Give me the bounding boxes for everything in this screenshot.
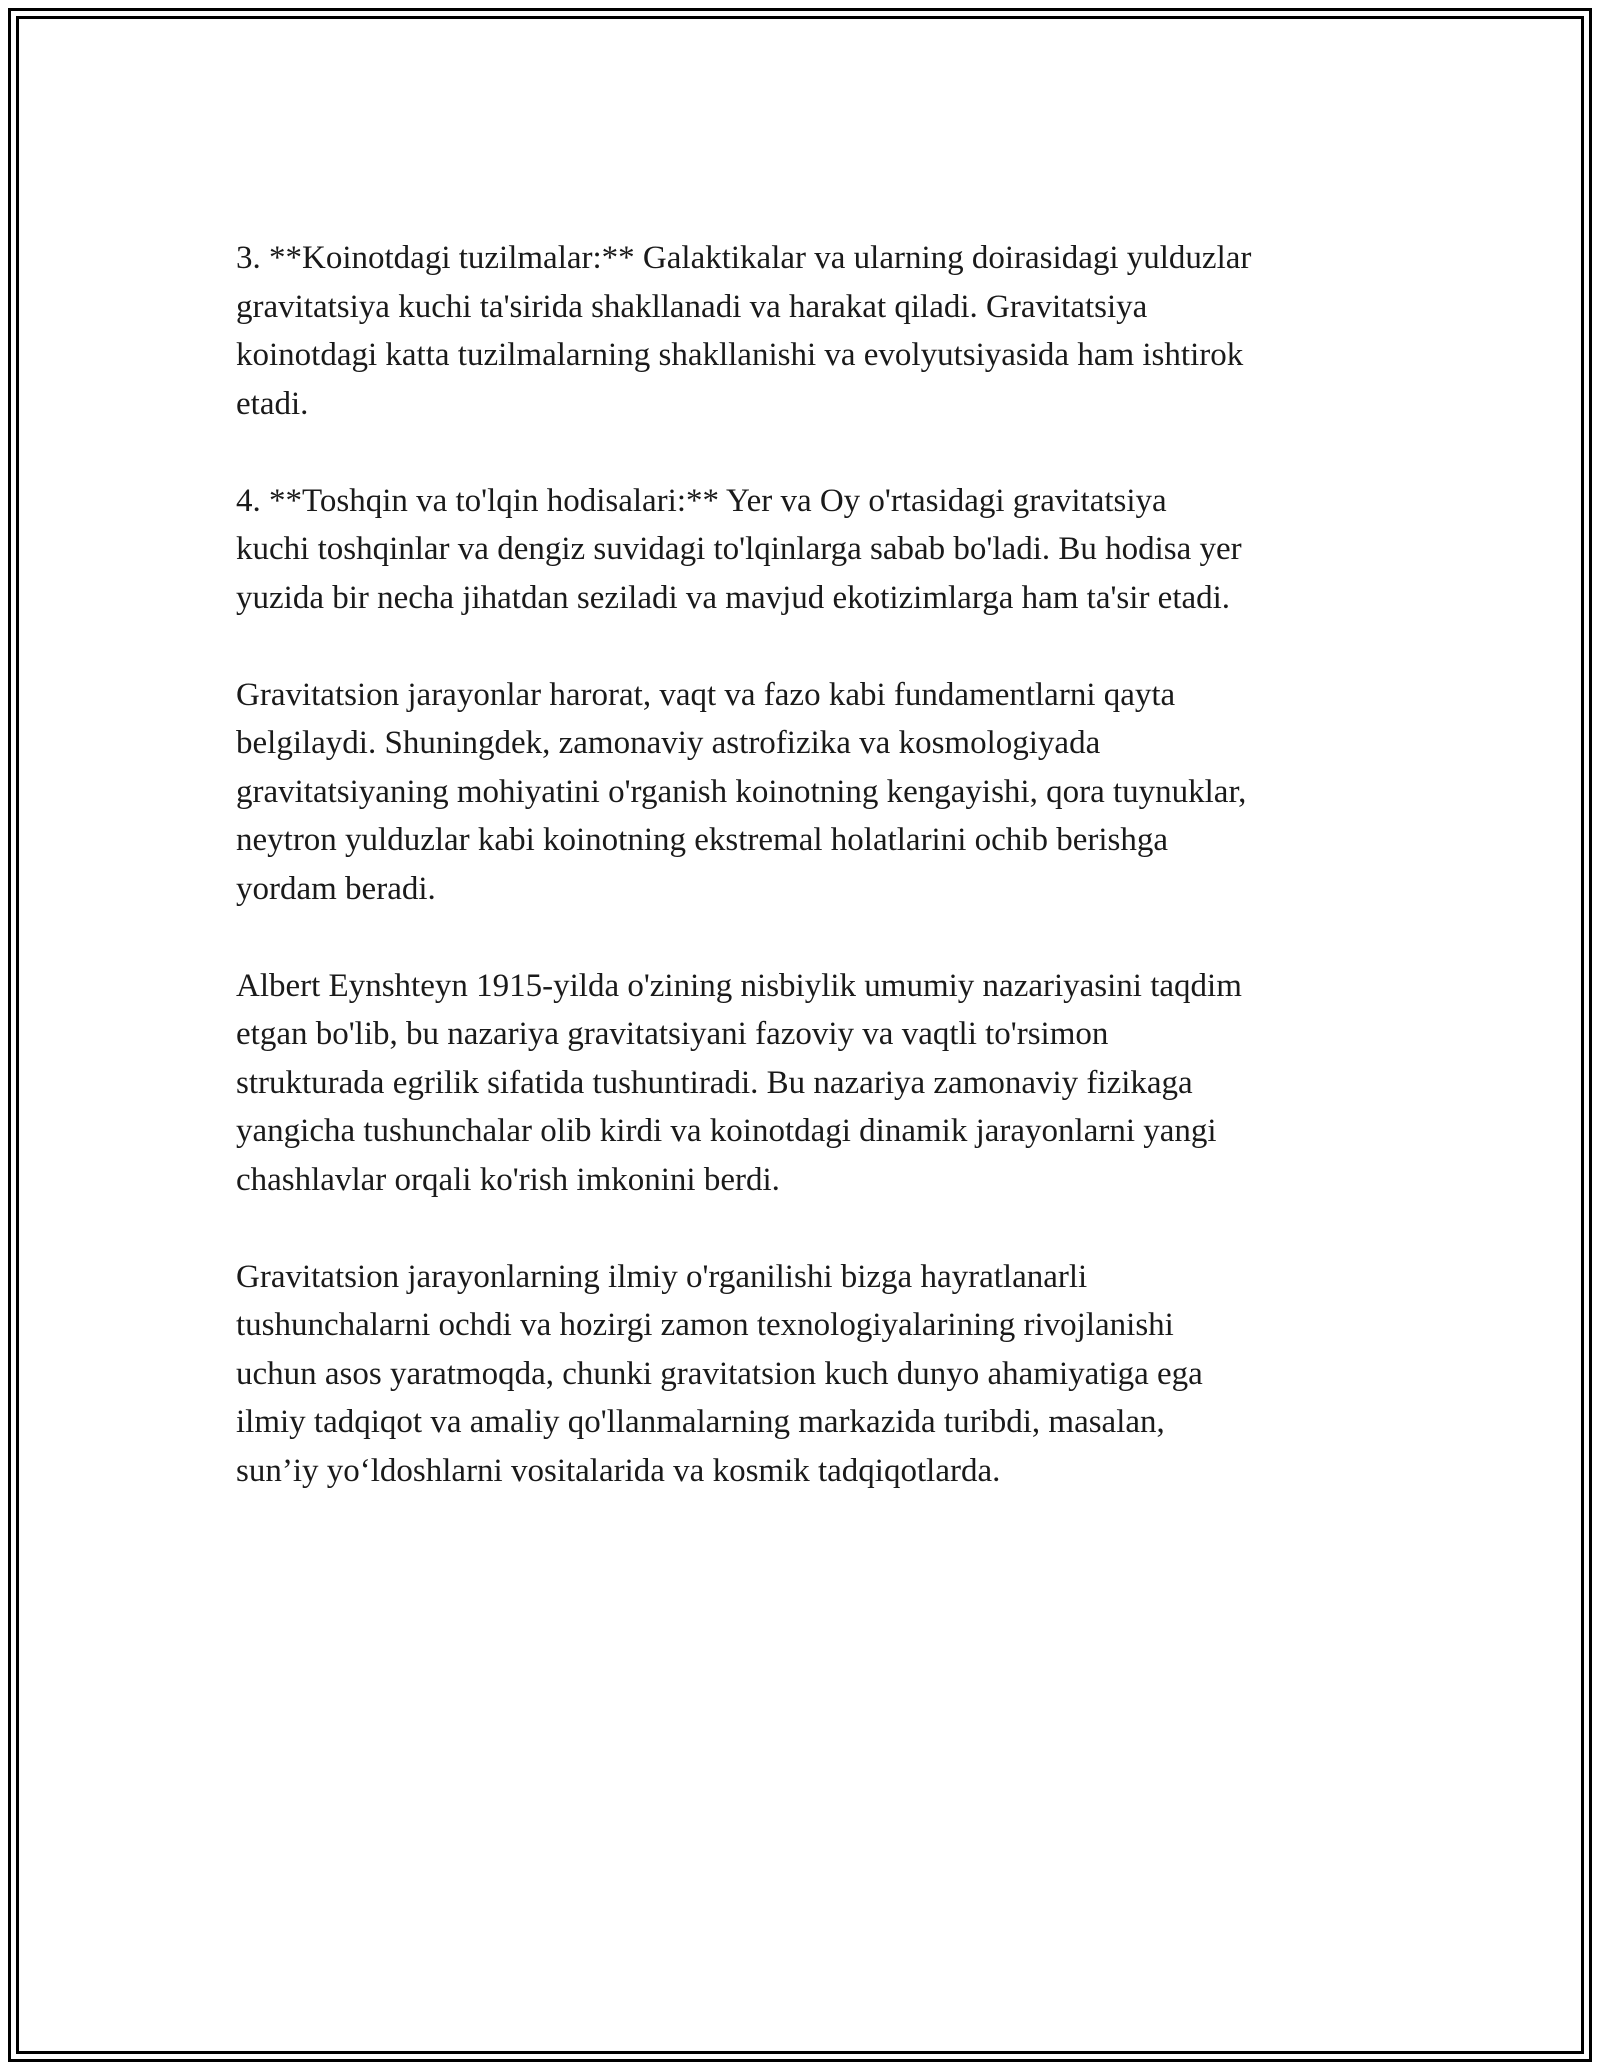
paragraph-scientific-study: Gravitatsion jarayonlarning ilmiy o'rganilishi bizga hayratlanarli tushunchalarni ochdi va hozirgi zamon texnologiyalarining rivojlanishi uchun asos yaratmoqda, chunki gravitatsion kuch dunyo ahamiyatiga ega ilmiy tadqiqot va amaliy qo'llanmalarning markazida turibdi, masalan, sun’iy yo‘ldoshlarni vositalarida va kosmik tadqiqotlarda. bbox=[236, 1258, 1203, 1489]
document-body bbox=[236, 234, 1376, 1544]
paragraph-cosmic-structures: 3. **Koinotdagi tuzilmalar:** Galaktikalar va ularning doirasidagi yulduzlar gravitatsiya kuchi ta'sirida shakllanadi va harakat qiladi. Gravitatsiya koinotdagi katta tuzilmalarning shakllanishi va evolyutsiyasida ham ishtirok etadi. bbox=[236, 240, 1252, 422]
paragraph-gravitational-processes: Gravitatsion jarayonlar harorat, vaqt va fazo kabi fundamentlarni qayta belgilaydi. Shuningdek, zamonaviy astrofizika va kosmologiyada gravitatsiyaning mohiyatini o'rganish koinotning kengayishi, qora tuynuklar, neytron yulduzlar kabi koinotning ekstremal holatlarini ochib berishga yordam beradi. bbox=[236, 676, 1247, 907]
paragraph-tides: 4. **Toshqin va to'lqin hodisalari:** Yer va Oy o'rtasidagi gravitatsiya kuchi toshqinlar va dengiz suvidagi to'lqinlarga sabab bo'ladi. Bu hodisa yer yuzida bir necha jihatdan seziladi va mavjud ekotizimlarga ham ta'sir etadi. bbox=[236, 482, 1242, 616]
paragraph-einstein-relativity: Albert Eynshteyn 1915-yilda o'zining nisbiylik umumiy nazariyasini taqdim etgan bo'lib, bu nazariya gravitatsiyani fazoviy va vaqtli to'rsimon strukturada egrilik sifatida tushuntiradi. Bu nazariya zamonaviy fizikaga yangicha tushunchalar olib kirdi va koinotdagi dinamik jarayonlarni yangi chashlavlar orqali ko'rish imkonini berdi. bbox=[236, 967, 1242, 1198]
